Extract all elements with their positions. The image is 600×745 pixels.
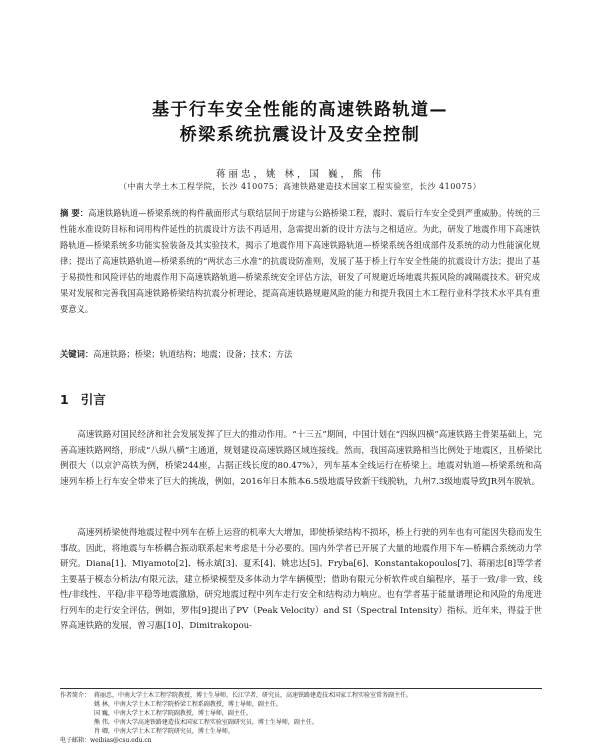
paper-title-line-1: 基于行车安全性能的高速铁路轨道— bbox=[152, 100, 448, 120]
body-paragraph: 高速铁路对国民经济和社会发展发挥了巨大的推动作用。“十三五”期间，中国计划在“四纵四横”高速铁路主骨架基础上，完善高速铁路网络，形成“八纵八横”主通道，规划建设高速铁路区域连接线。然而，我国高速铁路相当比例处于地震区，且桥梁比例很大（以京沪高铁为例，桥梁244座，占据正线长度的80.47%），列车基本全线运行在桥梁上。地震对轨道—桥梁系统和高速列车桥上行车安全带来了巨大的挑战，例如，2016年日本熊本6.5级地震导致新干线脱轨，九州7.3级地震导致JR列车脱轨。 bbox=[60, 430, 542, 487]
keywords-label: 关键词： bbox=[60, 349, 94, 359]
footnote bbox=[60, 691, 542, 745]
abstract bbox=[60, 205, 540, 317]
abstract-label: 摘 要： bbox=[60, 208, 89, 218]
body-paragraph: 高速列桥梁使得地震过程中列车在桥上运营的机率大大增加，即使桥梁结构不损坏，桥上行驶的列车也有可能因失稳而发生事故。因此，将地震与车桥耦合振动联系起来考虑是十分必要的。国内外学者已开展了大量的地震作用下车—桥耦合系统动力学研究。Diana[1]、Miyamoto[2]、杨永斌[3]、夏禾[4]、姚忠达[5]、Fryba[6]、Konstantakopoulos[7]、蒋丽忠[8]等学者主要基于模态分析法/有限元法，建立桥梁模型及多体动力学车辆模型；借助有限元分析软件或自编程序，基于一致/非一致、线性/非线性、平稳/非平稳等地震激励，研究地震过程中列车走行安全和结构动力响应。也有学者基于能量谱理论和风险的角度进行列车的走行安全评估，例如，罗伟[9]提出了PV（Peak Velocity）and SI（Spectral Intensity）指标。近年来，得益于世界高速铁路的发展，曾习惠[10]、Dimitrakopou- bbox=[60, 528, 542, 631]
footnote-item: 国 巍，中南大学土木工程学院副教授，博士导师，副主任。 bbox=[94, 710, 252, 717]
authors: 蒋丽忠，姚 林，国 巍，熊 伟 bbox=[215, 169, 385, 180]
abstract-text: 高速铁路轨道—桥梁系统的构件截面形式与联结层间于房建与公路桥梁工程，震时、震后行车安全受到严重威胁。传统的三性能水准设防目标和词用构件延性的抗震设计方法不再适用，急需提出新的设计方法与之相适应。为此，研发了地震作用下高速铁路轨道—桥梁系统多功能实验装备及其实验技术，揭示了地震作用下高速铁路轨道—桥梁系统各组成部件及系统的动力性能演化规律；提出了高速铁路轨道—桥梁系统的“两状态三水准”的抗震设防准则，发展了基于桥上行车安全性能的抗震设计方法；提出了基于易损性和风险评估的地震作用下高速铁路轨道—桥梁系统安全评估方法，研发了可规避近场地震共振风险的减隔震技术。研究成果对发展和完善我国高速铁路桥梁结构抗震分析理论，提高高速铁路规避风险的能力和提升我国土木工程行业科学技术水平具有重要意义。 bbox=[60, 208, 540, 314]
footnote-email-label: 电子邮箱： bbox=[60, 737, 91, 744]
footnote-item: 肖 卿，中南大学土木工程学院研究员，博士生导师。 bbox=[94, 728, 234, 735]
footnote-item: 蒋丽忠，中南大学土木工程学院教授，博士生导师，长江学者，研究员，高速铁路建造技术国家工程实验室常务副主任。 bbox=[94, 692, 413, 699]
paper-title-line-2: 桥梁系统抗震设计及安全控制 bbox=[179, 125, 421, 145]
footnote-first-row bbox=[60, 691, 542, 700]
section-heading bbox=[60, 390, 106, 408]
keywords-text: 高速铁路；桥梁；轨道结构；地震；设备；技术；方法 bbox=[93, 349, 293, 359]
footnote-email-row bbox=[60, 736, 542, 745]
footnote-divider bbox=[60, 688, 542, 689]
keywords bbox=[60, 348, 540, 360]
section-title: 引言 bbox=[80, 392, 106, 407]
footnote-item: 姚 林，中南大学土木工程学院桥梁工程系副教授，博士导师，副主任。 bbox=[94, 701, 282, 708]
footnote-email: weibias@csu.edu.cn bbox=[90, 737, 152, 744]
section-number: 1 bbox=[60, 392, 69, 407]
affiliation: （中南大学土木工程学院，长沙 410075；高速铁路建造技术国家工程实验室，长沙 410075） bbox=[118, 182, 482, 191]
footnote-item: 熊 伟，中南大学高速铁路建造技术国家工程实验室副研究员，博士生导师，副主任。 bbox=[94, 719, 318, 726]
footnote-label: 作者简介： bbox=[60, 692, 91, 699]
